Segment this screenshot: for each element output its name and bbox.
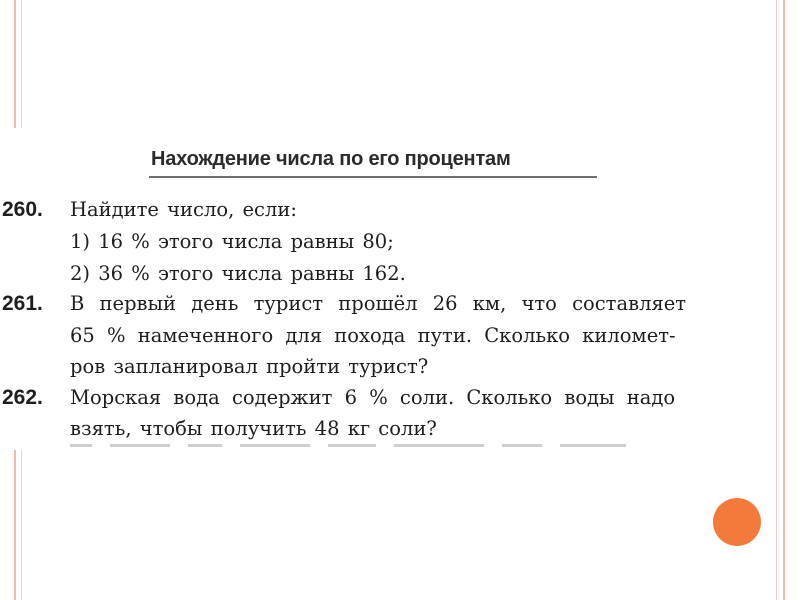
problem-260-line-2: 1) 16 % этого числа равны 80;: [70, 230, 394, 253]
cropped-text-line: [70, 444, 710, 450]
heading-underline: [149, 176, 597, 178]
slide-border-right-inner: [776, 0, 777, 600]
problem-260-line-1: Найдите число, если:: [70, 198, 297, 221]
section-heading: Нахождение числа по его процентам: [151, 148, 511, 170]
problem-number-261: 261.: [2, 292, 43, 315]
slide-border-right: [783, 0, 785, 600]
problem-261-line-2: 65 % намеченного для похода пути. Сколько километ-: [70, 324, 676, 347]
textbook-page-image: [0, 128, 763, 450]
problem-number-260: 260.: [2, 198, 43, 221]
problem-262-line-1: Морская вода содержит 6 % соли. Сколько воды надо: [70, 386, 676, 409]
problem-number-262: 262.: [2, 386, 43, 409]
decorative-circle: [713, 498, 761, 546]
problem-261-line-3: ров запланировал пройти турист?: [70, 355, 429, 378]
problem-262-line-2: взять, чтобы получить 48 кг соли?: [70, 417, 437, 440]
problem-261-line-1: В первый день турист прошёл 26 км, что составляет: [70, 292, 687, 315]
problem-260-line-3: 2) 36 % этого числа равны 162.: [70, 262, 406, 285]
